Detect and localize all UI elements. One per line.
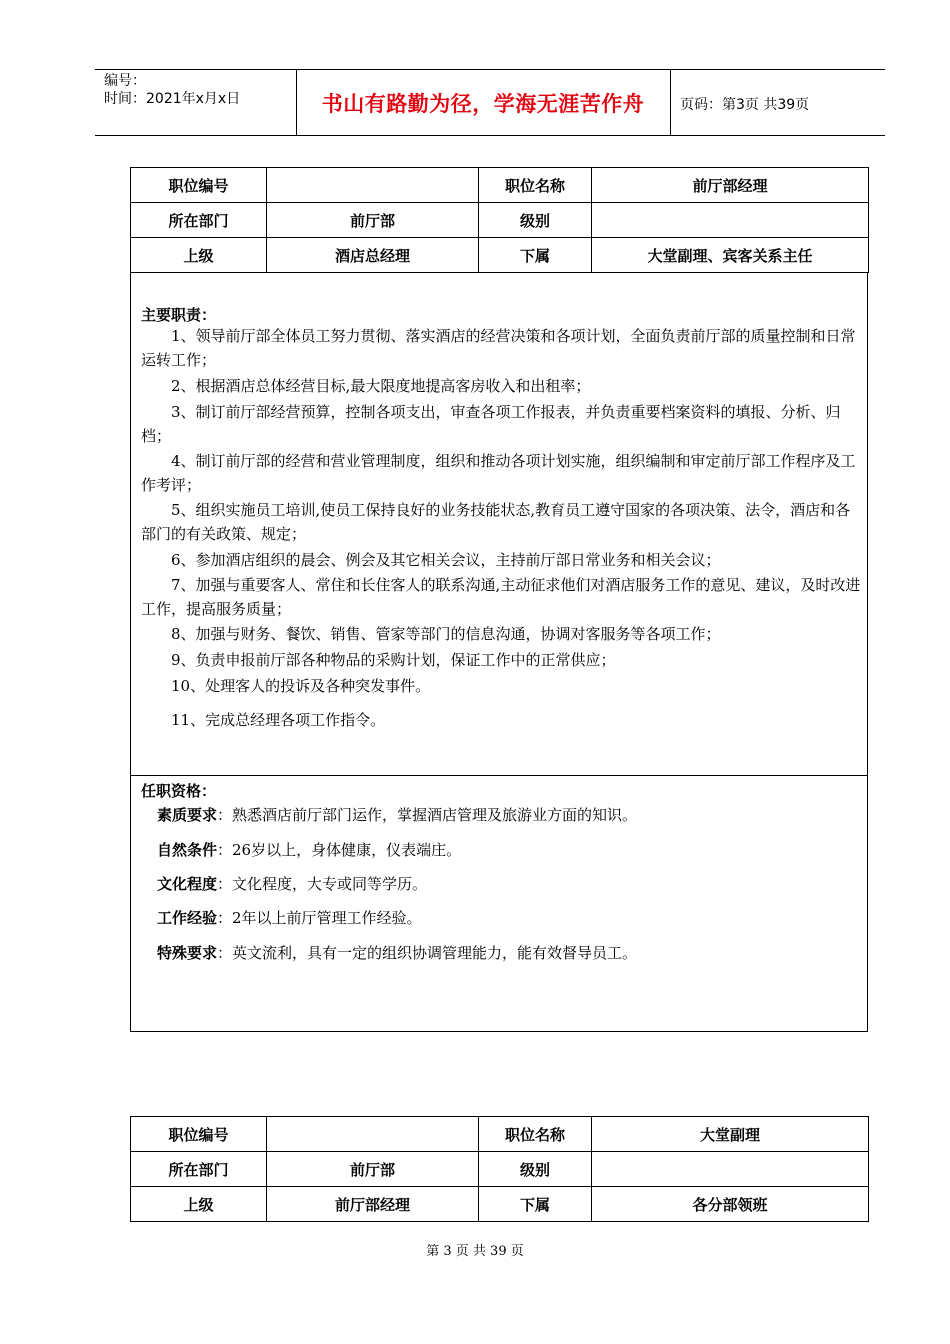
table-cell <box>592 1152 869 1187</box>
qual-item <box>157 839 857 861</box>
table-row <box>131 238 869 273</box>
qual-label: 素质要求 <box>157 806 218 824</box>
table-cell: 级别 <box>479 1152 592 1187</box>
duty-item: 3、制订前厅部经营预算，控制各项支出，审查各项工作报表，并负责重要档案资料的填报、分析、归档； <box>141 403 841 445</box>
table-cell: 前厅部 <box>267 203 479 238</box>
duty-item: 1、领导前厅部全体员工努力贯彻、落实酒店的经营决策和各项计划，全面负责前厅部的质量控制和日常运转工作； <box>141 327 856 369</box>
table-cell: 前厅部经理 <box>592 168 869 203</box>
doc-time: 时间：2021年x月x日 <box>104 91 241 107</box>
qual-label: 工作经验 <box>157 909 218 927</box>
table-cell: 前厅部 <box>267 1152 479 1187</box>
table-cell <box>267 168 479 203</box>
table-row <box>131 1187 869 1222</box>
qualifications-section <box>130 775 868 1032</box>
table-cell: 所在部门 <box>131 203 267 238</box>
table-cell: 职位编号 <box>131 1117 267 1152</box>
job-info-table <box>130 167 869 273</box>
qual-item <box>157 942 857 964</box>
table-row <box>131 1152 869 1187</box>
page-footer: 第 3 页 共 39 页 <box>426 1244 524 1259</box>
duty-item: 11、完成总经理各项工作指令。 <box>171 711 386 729</box>
table-cell <box>267 1117 479 1152</box>
table-cell: 上级 <box>131 1187 267 1222</box>
motto: 书山有路勤为径，学海无涯苦作舟 <box>321 92 645 116</box>
table-cell: 前厅部经理 <box>267 1187 479 1222</box>
qual-text: ：熟悉酒店前厅部门运作，掌握酒店管理及旅游业方面的知识。 <box>217 806 638 824</box>
table-cell: 下属 <box>479 238 592 273</box>
header-top-rule <box>95 69 885 70</box>
table-row <box>131 203 869 238</box>
doc-number: 编号： <box>104 73 146 89</box>
table-cell: 各分部领班 <box>592 1187 869 1222</box>
header-bottom-rule <box>95 135 885 136</box>
quals-title: 任职资格： <box>141 782 217 800</box>
header-meta <box>104 72 240 108</box>
table-row <box>131 1117 869 1152</box>
table-cell: 所在部门 <box>131 1152 267 1187</box>
duty-item: 10、处理客人的投诉及各种突发事件。 <box>171 677 431 695</box>
qual-text: ：英文流利，具有一定的组织协调管理能力，能有效督导员工。 <box>217 944 638 962</box>
page-code: 页码：第3页 共39页 <box>680 97 810 113</box>
qual-text: ：文化程度，大专或同等学历。 <box>217 875 428 893</box>
qual-label: 文化程度 <box>157 875 218 893</box>
table-cell: 职位名称 <box>479 168 592 203</box>
table-cell: 酒店总经理 <box>267 238 479 273</box>
header-divider <box>670 70 671 136</box>
duties-title: 主要职责： <box>141 306 217 324</box>
job-info-table <box>130 1116 869 1222</box>
table-cell: 级别 <box>479 203 592 238</box>
table-cell: 上级 <box>131 238 267 273</box>
duty-item: 9、负责申报前厅部各种物品的采购计划，保证工作中的正常供应； <box>171 651 616 669</box>
duty-item: 4、制订前厅部的经营和营业管理制度，组织和推动各项计划实施，组织编制和审定前厅部工作程序及工作考评； <box>141 452 856 494</box>
table-cell: 大堂副理、宾客关系主任 <box>592 238 869 273</box>
qual-text: ：26岁以上，身体健康，仪表端庄。 <box>217 841 462 859</box>
qual-item <box>157 873 857 895</box>
table-cell: 职位名称 <box>479 1117 592 1152</box>
table-row <box>131 168 869 203</box>
duty-item: 6、参加酒店组织的晨会、例会及其它相关会议，主持前厅部日常业务和相关会议； <box>171 551 721 569</box>
table-cell <box>592 203 869 238</box>
table-cell: 下属 <box>479 1187 592 1222</box>
qual-text: ：2年以上前厅管理工作经验。 <box>217 909 422 927</box>
qual-item <box>157 907 857 929</box>
duty-item: 5、组织实施员工培训,使员工保持良好的业务技能状态,教育员工遵守国家的各项决策、法令，酒店和各部门的有关政策、规定； <box>141 501 851 543</box>
duty-item: 8、加强与财务、餐饮、销售、管家等部门的信息沟通，协调对客服务等各项工作； <box>171 625 721 643</box>
qual-item <box>157 804 857 826</box>
duties-section <box>130 272 868 776</box>
duty-item: 7、加强与重要客人、常住和长住客人的联系沟通,主动征求他们对酒店服务工作的意见、建议，及时改进工作，提高服务质量； <box>141 576 861 618</box>
qual-label: 自然条件 <box>157 841 218 859</box>
table-cell: 大堂副理 <box>592 1117 869 1152</box>
table-cell: 职位编号 <box>131 168 267 203</box>
qual-label: 特殊要求 <box>157 944 218 962</box>
duty-item: 2、根据酒店总体经营目标,最大限度地提高客房收入和出租率； <box>171 377 591 395</box>
